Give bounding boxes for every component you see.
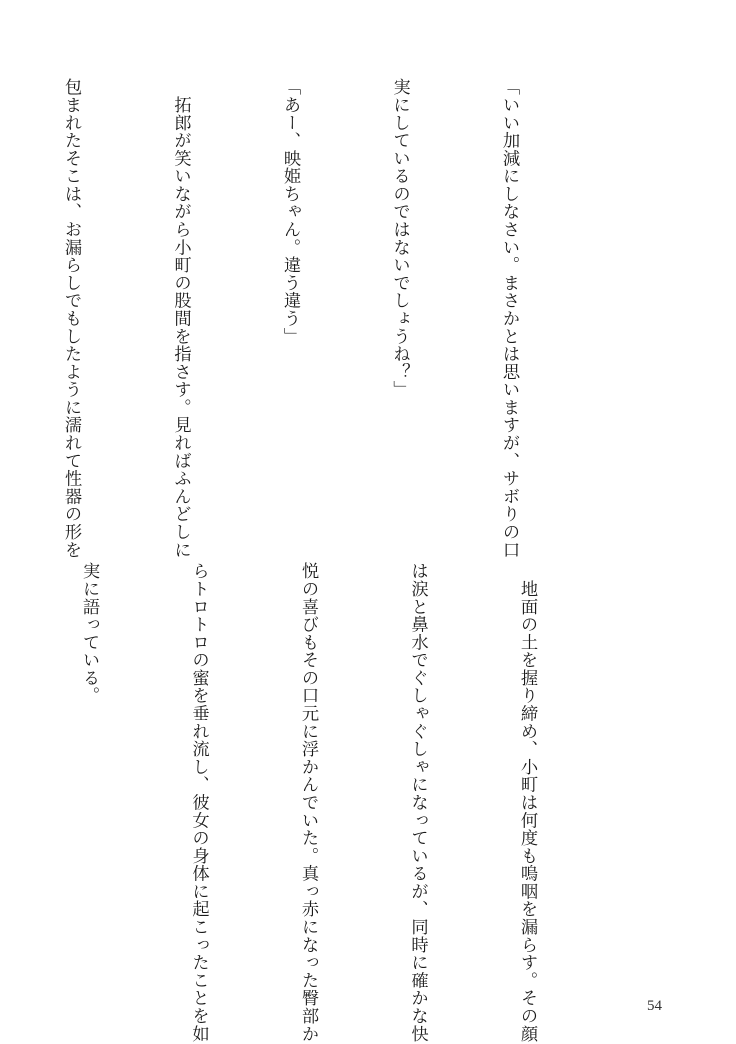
- text-line: らトロトロの蜜を垂れ流し、彼女の身体に起こったことを如: [188, 562, 209, 1043]
- text-line: は涙と鼻水でぐしゃぐしゃになっているが、同時に確かな快: [407, 562, 428, 1043]
- text-line: 「いい加減にしなさい。まさかとは思いますが、サボりの口: [499, 78, 519, 559]
- text-line: 「あー、映姫ちゃん。違う違う」: [280, 78, 300, 345]
- text-line: 拓郎が笑いながら小町の股間を指さす。見ればふんどしに: [170, 78, 191, 559]
- text-line: 包まれたそこは、お漏らしでもしたように濡れて性器の形を: [61, 78, 81, 559]
- upper-text-block: [0, 78, 600, 559]
- lower-text-block: [0, 562, 618, 1043]
- page-number: 54: [647, 998, 662, 1014]
- text-line: 悦の喜びもその口元に浮かんでいた。真っ赤になった臀部か: [298, 562, 318, 1043]
- text-line: 実にしているのではないでしょうね？」: [389, 78, 410, 399]
- text-line: 地面の土を握り締め、小町は何度も嗚咽を漏らす。その顔: [517, 562, 537, 1043]
- text-line: 実に語っている。: [79, 562, 99, 705]
